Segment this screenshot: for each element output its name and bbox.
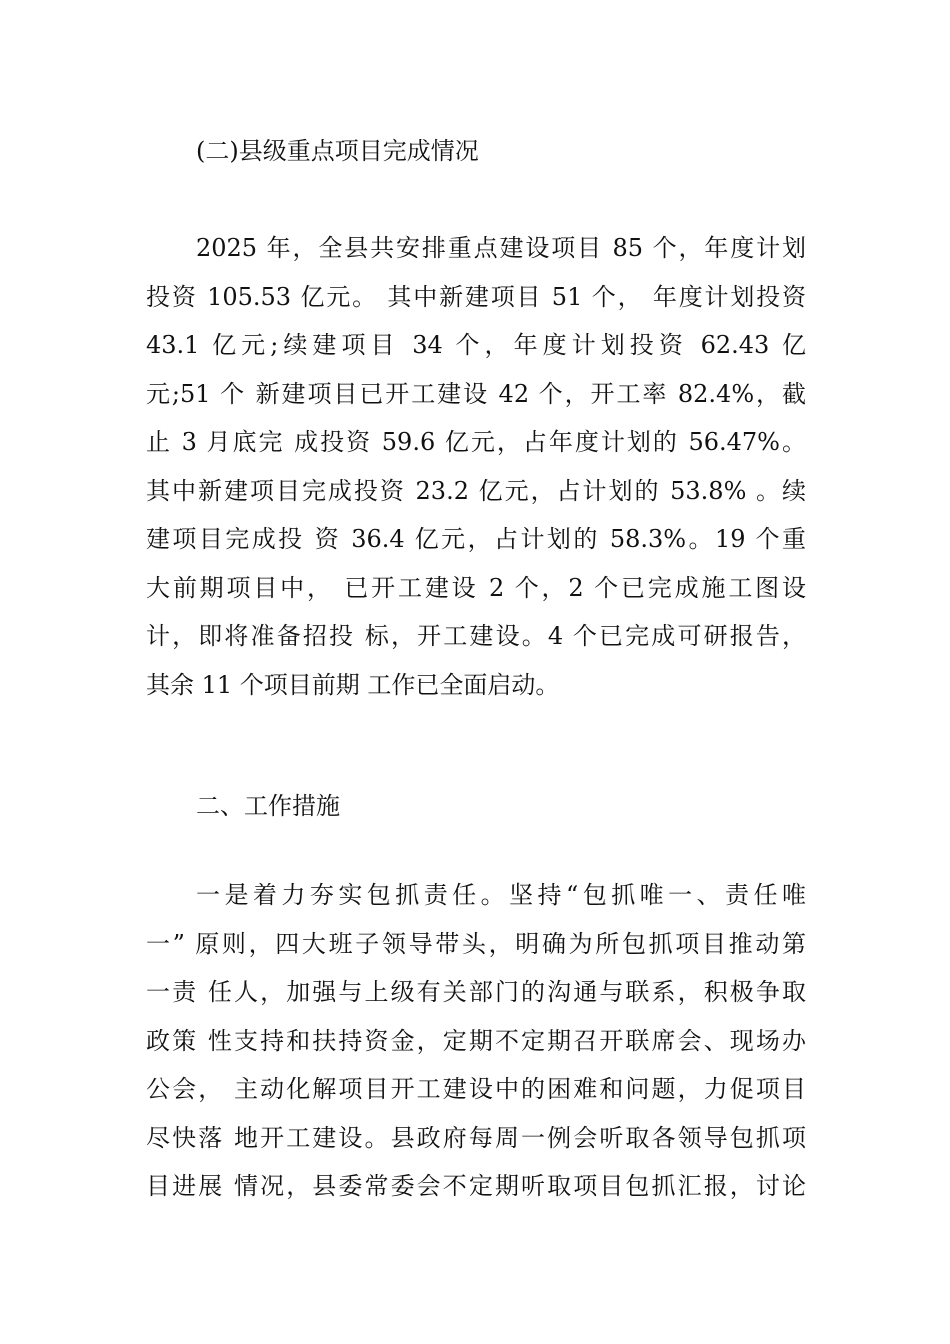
paragraph-line: 政策 性支持和扶持资金，定期不定期召开联席会、现场办 xyxy=(146,1026,806,1055)
paragraph-line: 建项目完成投 资 36.4 亿元，占计划的 58.3%。19 个重 xyxy=(146,525,806,553)
paragraph-line: 大前期项目中， 已开工建设 2 个，2 个已完成施工图设 xyxy=(146,573,806,602)
paragraph-line: 一责 任人，加强与上级有关部门的沟通与联系，积极争取 xyxy=(146,978,806,1006)
paragraph-line: 止 3 月底完 成投资 59.6 亿元，占年度计划的 56.47%。 xyxy=(146,428,806,456)
paragraph-line: 计，即将准备招投 标，开工建设。4 个已完成可研报告， xyxy=(146,622,806,650)
paragraph-work-measures xyxy=(146,871,806,1211)
paragraph-line: 投资 105.53 亿元。 其中新建项目 51 个， 年度计划投资 xyxy=(146,282,806,311)
paragraph-line: 尽快落 地开工建设。县政府每周一例会听取各领导包抓项 xyxy=(146,1123,806,1152)
paragraph-line: 其余 11 个项目前期 工作已全面启动。 xyxy=(146,670,560,699)
section-heading-work-measures: 二、工作措施 xyxy=(196,792,340,820)
paragraph-line: 元;51 个 新建项目已开工建设 42 个，开工率 82.4%，截 xyxy=(146,379,806,408)
paragraph-project-status xyxy=(146,224,806,709)
paragraph-line: 目进展 情况，县委常委会不定期听取项目包抓汇报，讨论 xyxy=(146,1172,806,1200)
paragraph-line: 公会， 主动化解项目开工建设中的困难和问题，力促项目 xyxy=(146,1075,806,1103)
paragraph-line: 一” 原则，四大班子领导带头，明确为所包抓项目推动第 xyxy=(146,929,806,958)
paragraph-line: 43.1 亿元;续建项目 34 个，年度计划投资 62.43 亿 xyxy=(146,331,806,359)
paragraph-line: 2025 年，全县共安排重点建设项目 85 个，年度计划 xyxy=(196,234,806,262)
paragraph-line: 其中新建项目完成投资 23.2 亿元，占计划的 53.8% 。续 xyxy=(146,476,806,505)
section-heading-county-projects: (二)县级重点项目完成情况 xyxy=(196,137,479,165)
paragraph-line: 一是着力夯实包抓责任。坚持“包抓唯一、责任唯 xyxy=(196,881,806,909)
